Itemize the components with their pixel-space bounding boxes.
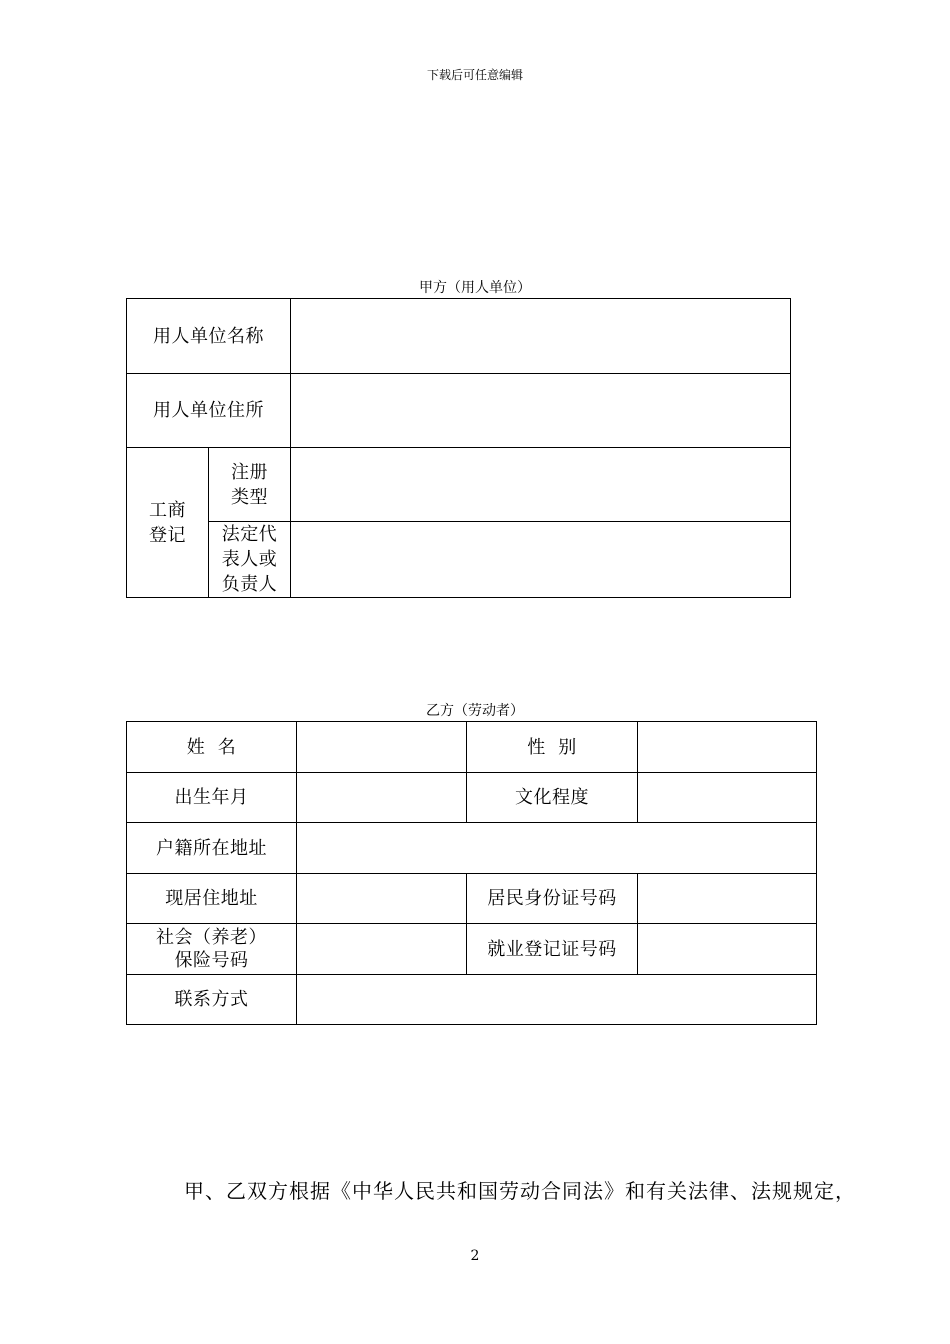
gender-field[interactable] [638, 722, 817, 773]
residence-address-field[interactable] [297, 874, 467, 924]
registration-type-field[interactable] [291, 448, 791, 522]
household-address-label: 户籍所在地址 [127, 823, 297, 874]
business-registration-label: 工商 登记 [127, 448, 209, 598]
party-b-caption: 乙方（劳动者） [426, 703, 524, 719]
id-number-label: 居民身份证号码 [467, 874, 638, 924]
party-b-table [126, 721, 817, 1025]
party-a-table [126, 298, 791, 598]
legal-representative-label: 法定代 表人或 负责人 [209, 522, 291, 598]
employer-address-label: 用人单位住所 [127, 374, 291, 448]
page-header: 下载后可任意编辑 [426, 68, 523, 82]
contract-intro-text: 甲、乙双方根据《中华人民共和国劳动合同法》和有关法律、法规规定， [184, 1179, 856, 1203]
party-a-caption: 甲方（用人单位） [419, 280, 531, 296]
employment-registration-field[interactable] [638, 924, 817, 975]
education-field[interactable] [638, 773, 817, 823]
contact-label: 联系方式 [127, 975, 297, 1025]
birth-date-label: 出生年月 [127, 773, 297, 823]
employer-name-label: 用人单位名称 [127, 299, 291, 374]
education-label: 文化程度 [467, 773, 638, 823]
household-address-field[interactable] [297, 823, 817, 874]
id-number-field[interactable] [638, 874, 817, 924]
social-security-label: 社会（养老） 保险号码 [127, 924, 297, 975]
name-label: 姓 名 [127, 722, 297, 773]
contact-field[interactable] [297, 975, 817, 1025]
residence-address-label: 现居住地址 [127, 874, 297, 924]
employer-name-field[interactable] [291, 299, 791, 374]
gender-label: 性 别 [467, 722, 638, 773]
registration-type-label: 注册 类型 [209, 448, 291, 522]
employment-registration-label: 就业登记证号码 [467, 924, 638, 975]
legal-representative-field[interactable] [291, 522, 791, 598]
social-security-field[interactable] [297, 924, 467, 975]
page-number: 2 [470, 1248, 480, 1264]
name-field[interactable] [297, 722, 467, 773]
employer-address-field[interactable] [291, 374, 791, 448]
birth-date-field[interactable] [297, 773, 467, 823]
